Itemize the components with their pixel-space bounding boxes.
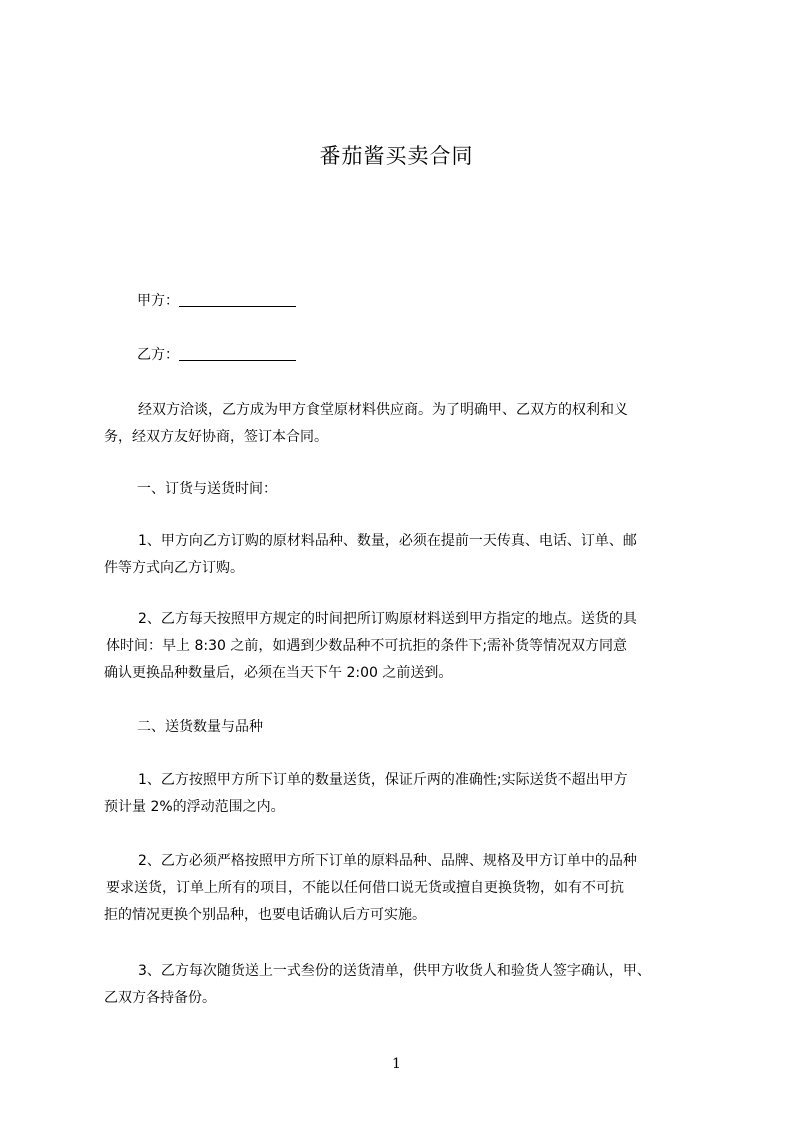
section-2-item-2 [104,848,704,929]
s1-item1-line-2: 件等方式向乙方订购。 [104,560,244,576]
s1-item2-line-1: 2、乙方每天按照甲方规定的时间把所订购原材料送到甲方指定的地点。送货的具 [138,611,637,627]
page-number: 1 [392,1056,401,1072]
s2-item3-line-2: 乙双方各持备份。 [104,990,216,1006]
intro-line-2: 务，经双方友好协商，签订本合同。 [104,429,328,445]
section-2-item-3 [104,958,704,1012]
s2-item3-line-1: 3、乙方每次随货送上一式叁份的送货清单，供甲方收货人和验货人签字确认，甲、 [138,963,651,979]
party-b-field [137,346,296,364]
s1-item1-line-1: 1、甲方向乙方订购的原材料品种、数量，必须在提前一天传真、电话、订单、邮 [138,533,637,549]
section-1-item-1 [104,528,704,582]
section-2-item-1 [104,767,704,821]
document-title: 番茄酱买卖合同 [319,144,474,168]
s2-item1-line-2: 预计量 2%的浮动范围之内。 [104,799,285,815]
party-a-blank [179,292,296,307]
party-a-label: 甲方： [137,293,179,309]
s2-item2-line-2: 要求送货，订单上所有的项目，不能以任何借口说无货或擅自更换货物，如有不可抗 [106,880,624,896]
party-b-blank [179,346,296,361]
s1-item2-line-2: 体时间：早上 8:30 之前，如遇到少数品种不可抗拒的条件下;需补货等情况双方同意 [106,638,628,654]
section-1-item-2 [104,606,704,687]
s2-item2-line-3: 拒的情况更换个别品种，也要电话确认后方可实施。 [104,907,426,923]
intro-paragraph [104,397,704,451]
party-b-label: 乙方： [137,347,179,363]
s2-item1-line-1: 1、乙方按照甲方所下订单的数量送货，保证斤两的准确性;实际送货不超出甲方 [138,772,628,788]
s2-item2-line-1: 2、乙方必须严格按照甲方所下订单的原料品种、品牌、规格及甲方订单中的品种 [138,853,637,869]
section-2-heading: 二、送货数量与品种 [137,719,263,735]
s1-item2-line-3: 确认更换品种数量后，必须在当天下午 2:00 之前送到。 [104,665,453,681]
section-1-heading: 一、订货与送货时间： [137,481,277,497]
party-a-field [137,292,296,310]
intro-line-1: 经双方洽谈，乙方成为甲方食堂原材料供应商。为了明确甲、乙双方的权利和义 [138,402,628,418]
